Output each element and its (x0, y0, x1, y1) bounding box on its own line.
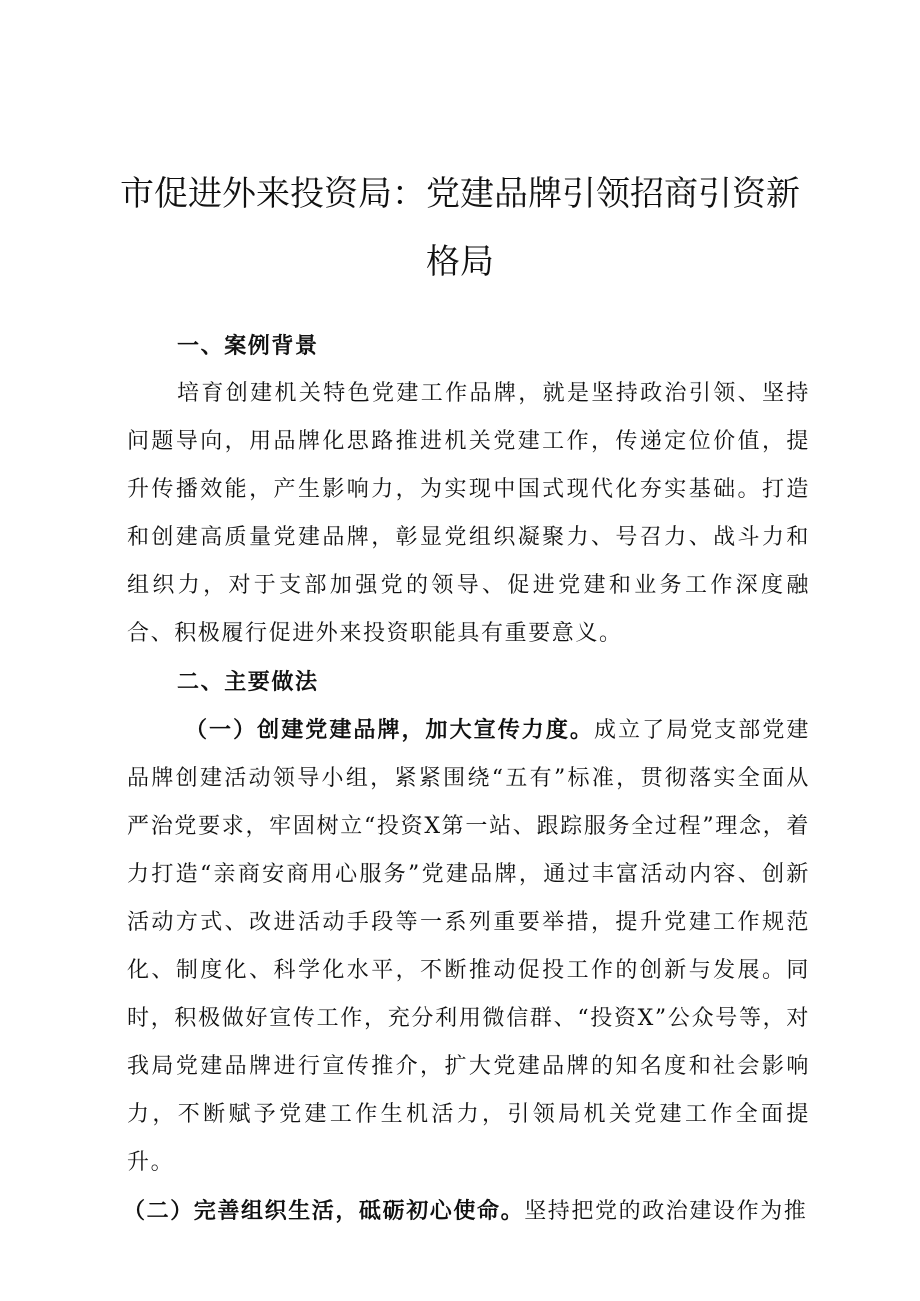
method-item-1-lead: （一）创建党建品牌，加大宣传力度。 (185, 717, 594, 743)
document-body (123, 322, 810, 1236)
title-line-2: 格局 (426, 242, 494, 282)
document-title (100, 160, 820, 296)
method-item-2-text: 坚持把党的政治建设作为推 (524, 1199, 808, 1224)
title-line-1: 市促进外来投资局：党建品牌引领招商引资新 (120, 174, 800, 214)
method-item-1 (127, 706, 810, 1187)
method-item-1-text: 成立了局党支部党建品牌创建活动领导小组，紧紧围绕“五有”标准，贯彻落实全面从严治党要求，牢固树立“投资X第一站、跟踪服务全过程”理念，着力打造“亲商安商用心服务”党建品牌，通过丰富活动内容、创新活动方式、改进活动手段等一系列重要举措，提升党建工作规范化、制度化、科学化水平，不断推动促投工作的创新与发展。同时，积极做好宣传工作，充分利用微信群、“投资X”公众号等，对我局党建品牌进行宣传推介，扩大党建品牌的知名度和社会影响力，不断赋予党建工作生机活力，引领局机关党建工作全面提升。 (127, 718, 810, 1175)
section-heading-background: 一、案例背景 (177, 333, 319, 359)
method-item-2-lead: （二）完善组织生活，砥砺初心使命。 (123, 1198, 525, 1224)
method-item-2 (123, 1187, 810, 1236)
section-heading-methods: 二、主要做法 (177, 669, 319, 695)
background-paragraph: 培育创建机关特色党建工作品牌，就是坚持政治引领、坚持问题导向，用品牌化思路推进机关党建工作，传递定位价值，提升传播效能，产生影响力，为实现中国式现代化夯实基础。打造和创建高质量党建品牌，彰显党组织凝聚力、号召力、战斗力和组织力，对于支部加强党的领导、促进党建和业务工作深度融合、积极履行促进外来投资职能具有重要意义。 (127, 381, 810, 646)
